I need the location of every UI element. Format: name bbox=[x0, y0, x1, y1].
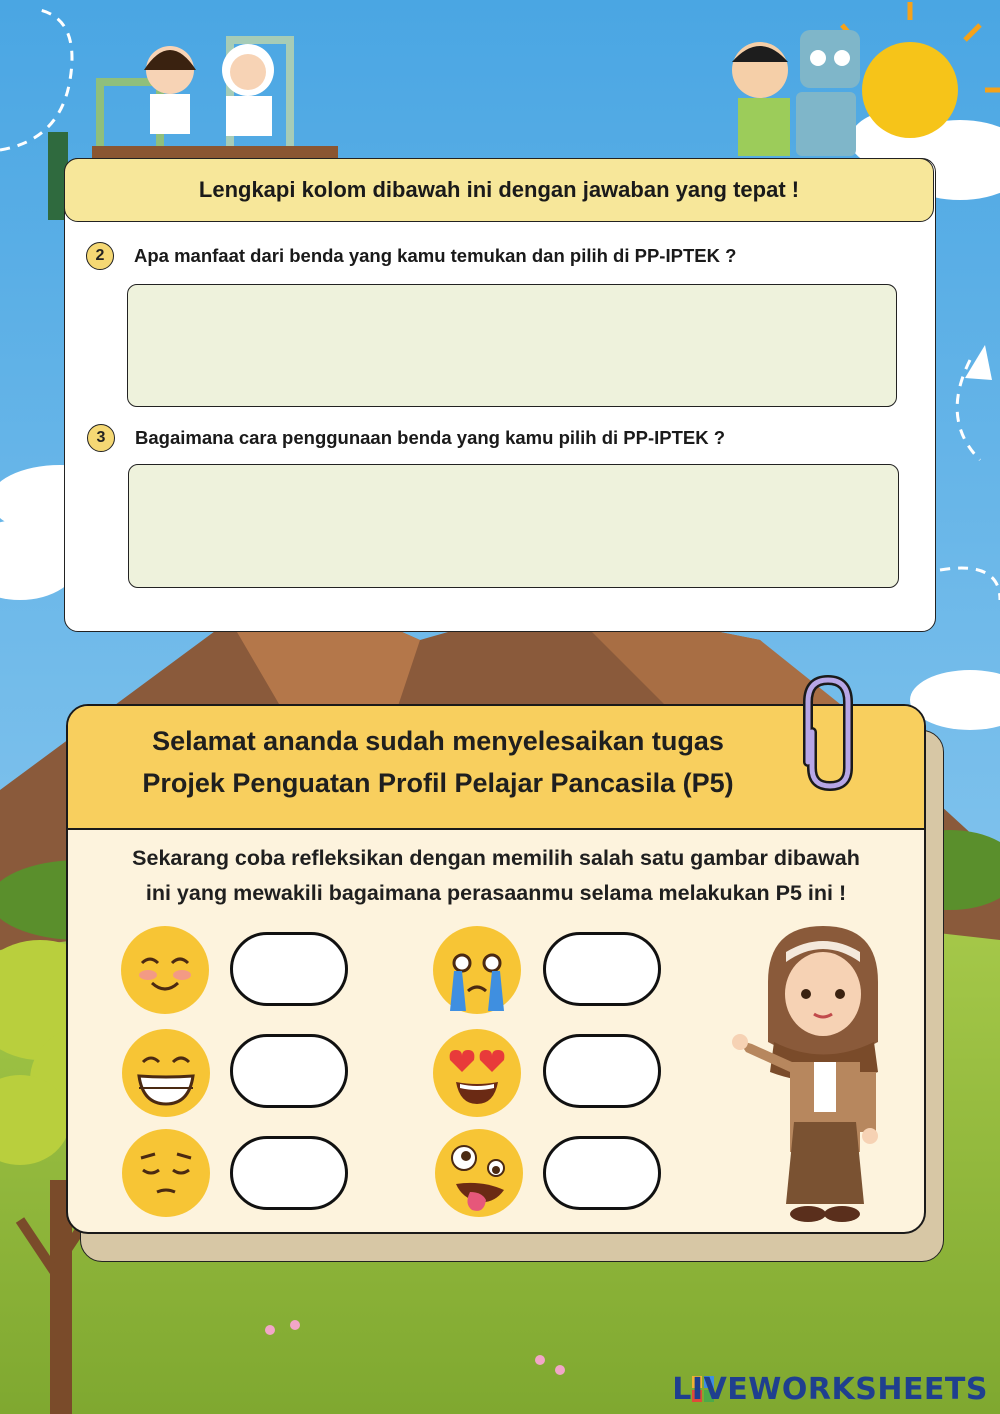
question-2-text: Apa manfaat dari benda yang kamu temukan dan pilih di PP-IPTEK ? bbox=[134, 245, 737, 266]
question-number-3: 3 bbox=[87, 424, 115, 452]
answer-box-3[interactable] bbox=[128, 464, 899, 588]
question-number-2: 2 bbox=[86, 242, 114, 270]
crying-emoji-icon bbox=[432, 925, 522, 1015]
emoji-answer-pill-5[interactable] bbox=[543, 1034, 661, 1108]
emoji-answer-pill-1[interactable] bbox=[230, 932, 348, 1006]
pensive-emoji-icon bbox=[121, 1128, 211, 1218]
answer-box-2[interactable] bbox=[127, 284, 897, 407]
zany-emoji-icon bbox=[434, 1128, 524, 1218]
question-card-header: Lengkapi kolom dibawah ini dengan jawaban yang tepat ! bbox=[64, 158, 934, 222]
emoji-answer-pill-4[interactable] bbox=[543, 932, 661, 1006]
reflection-title-line1: Selamat ananda sudah menyelesaikan tugas bbox=[152, 726, 724, 756]
question-3-text: Bagaimana cara penggunaan benda yang kamu pilih di PP-IPTEK ? bbox=[135, 427, 726, 448]
heart-eyes-emoji-icon bbox=[432, 1028, 522, 1118]
smiling-blush-emoji-icon bbox=[120, 925, 210, 1015]
emoji-answer-pill-2[interactable] bbox=[230, 1034, 348, 1108]
emoji-answer-pill-6[interactable] bbox=[543, 1136, 661, 1210]
emoji-answer-pill-3[interactable] bbox=[230, 1136, 348, 1210]
teacher-illustration bbox=[728, 922, 898, 1228]
reflection-instruction-line2: ini yang mewakili bagaimana perasaanmu selama melakukan P5 ini ! bbox=[145, 881, 847, 905]
grinning-emoji-icon bbox=[121, 1028, 211, 1118]
liveworksheets-brand: LIVEWORKSHEETS bbox=[672, 1372, 988, 1407]
reflection-instruction-line1: Sekarang coba refleksikan dengan memilih salah satu gambar dibawah bbox=[132, 846, 860, 870]
paperclip-icon bbox=[790, 672, 860, 792]
reflection-title-line2: Projek Penguatan Profil Pelajar Pancasila (P5) bbox=[142, 768, 734, 798]
